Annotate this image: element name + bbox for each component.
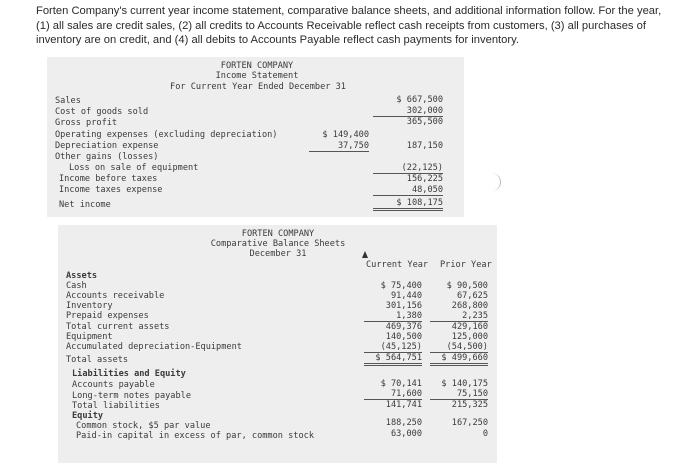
income-row-label: Sales xyxy=(55,96,81,106)
current-year-value: 469,376 xyxy=(385,322,422,332)
income-row-mid-value: $ 149,400 xyxy=(322,130,369,140)
current-year-value: 141,741 xyxy=(385,400,422,410)
prior-year-value: 125,000 xyxy=(451,332,488,342)
income-row-label: Gross profit xyxy=(55,118,118,128)
income-row-value: $ 667,500 xyxy=(396,95,443,105)
current-year-value: 71,600 xyxy=(364,389,422,400)
current-year-value: 140,500 xyxy=(385,332,422,342)
income-row-label: Cost of goods sold xyxy=(55,107,149,117)
mouse-pointer-icon xyxy=(362,251,368,258)
prior-year-value: 0 xyxy=(482,429,488,439)
income-row-value: (22,125) xyxy=(373,163,443,174)
current-year-value: 63,000 xyxy=(390,429,422,439)
balance-section-heading: Equity xyxy=(72,411,104,421)
income-period: For Current Year Ended December 31 xyxy=(170,82,346,92)
income-row-label: Income before taxes xyxy=(59,174,158,184)
prior-year-value: 75,150 xyxy=(430,389,488,400)
income-row-label: Income taxes expense xyxy=(59,185,163,195)
balance-title: Comparative Balance Sheets xyxy=(210,239,346,249)
balance-row-label: Accounts receivable xyxy=(66,291,165,301)
balance-section-heading: Assets xyxy=(66,271,98,281)
column-prior-year: Prior Year xyxy=(440,260,492,270)
income-row-value: 187,150 xyxy=(406,141,443,151)
balance-row-label: Total current assets xyxy=(66,322,170,332)
current-year-value: 91,440 xyxy=(390,291,422,301)
prior-year-value: 2,235 xyxy=(430,311,488,322)
balance-date: December 31 xyxy=(249,249,307,259)
balance-row-label: Accumulated depreciation-Equipment xyxy=(66,342,242,352)
current-year-value: (45,125) xyxy=(364,342,422,353)
income-row-value: 156,225 xyxy=(406,174,443,184)
balance-section-heading: Liabilities and Equity xyxy=(72,369,186,379)
problem-intro: Forten Company's current year income statement, comparative balance sheets, and additional information follow. For the year, (1) all sales are credit sales, (2) all credits to Accounts Receivable reflect cash receipts from customers, (3) all purchases of inventory are on credit, and (4) all debits to Accounts Payable reflect cash payments for inventory. xyxy=(36,5,662,46)
balance-row-label: Cash xyxy=(66,281,87,291)
column-current-year: Current Year xyxy=(366,260,429,270)
current-year-value: 301,156 xyxy=(385,301,422,311)
balance-row-label: Equipment xyxy=(66,332,113,342)
balance-row-label: Paid-in capital in excess of par, common stock xyxy=(76,431,314,441)
prior-year-value: (54,500) xyxy=(430,342,488,353)
prior-year-value: 429,160 xyxy=(451,322,488,332)
current-year-value: $ 70,141 xyxy=(380,379,422,389)
prior-year-value: $ 90,500 xyxy=(446,281,488,291)
balance-row-label: Total assets xyxy=(66,355,129,365)
balance-row-label: Total liabilities xyxy=(72,401,160,411)
income-row-label: Net income xyxy=(59,200,111,210)
income-row-value: 302,000 xyxy=(373,106,443,117)
prior-year-value: 268,800 xyxy=(451,301,488,311)
prior-year-value: 67,625 xyxy=(456,291,488,301)
income-row-value: 365,500 xyxy=(406,117,443,127)
income-company-name: FORTEN COMPANY xyxy=(220,61,294,71)
income-row-value: 48,050 xyxy=(373,185,443,196)
balance-company-name: FORTEN COMPANY xyxy=(241,229,315,239)
prior-year-value: $ 140,175 xyxy=(441,379,488,389)
income-row-label: Depreciation expense xyxy=(55,141,159,151)
balance-sheets xyxy=(58,225,497,463)
income-row-label: Other gains (losses) xyxy=(55,152,159,162)
income-row-label: Operating expenses (excluding depreciation) xyxy=(55,130,278,140)
total-assets-current: $ 564,751 xyxy=(364,353,422,366)
income-row-label: Loss on sale of equipment xyxy=(69,163,199,173)
prior-year-value: 215,325 xyxy=(451,400,488,410)
net-income-value: $ 108,175 xyxy=(373,198,443,211)
total-assets-prior: $ 499,660 xyxy=(430,353,488,366)
balance-row-label: Common stock, $5 par value xyxy=(76,421,211,431)
balance-row-label: Long-term notes payable xyxy=(72,391,191,401)
income-title: Income Statement xyxy=(215,71,299,81)
annotation-arc xyxy=(482,173,501,191)
current-year-value: 188,250 xyxy=(385,418,422,428)
balance-row-label: Accounts payable xyxy=(72,380,155,390)
balance-row-label: Prepaid expenses xyxy=(66,311,149,321)
income-statement xyxy=(47,57,464,217)
balance-row-label: Inventory xyxy=(66,301,113,311)
current-year-value: 1,380 xyxy=(364,311,422,322)
income-row-mid-value: 37,750 xyxy=(309,141,369,152)
prior-year-value: 167,250 xyxy=(451,418,488,428)
current-year-value: $ 75,400 xyxy=(380,281,422,291)
